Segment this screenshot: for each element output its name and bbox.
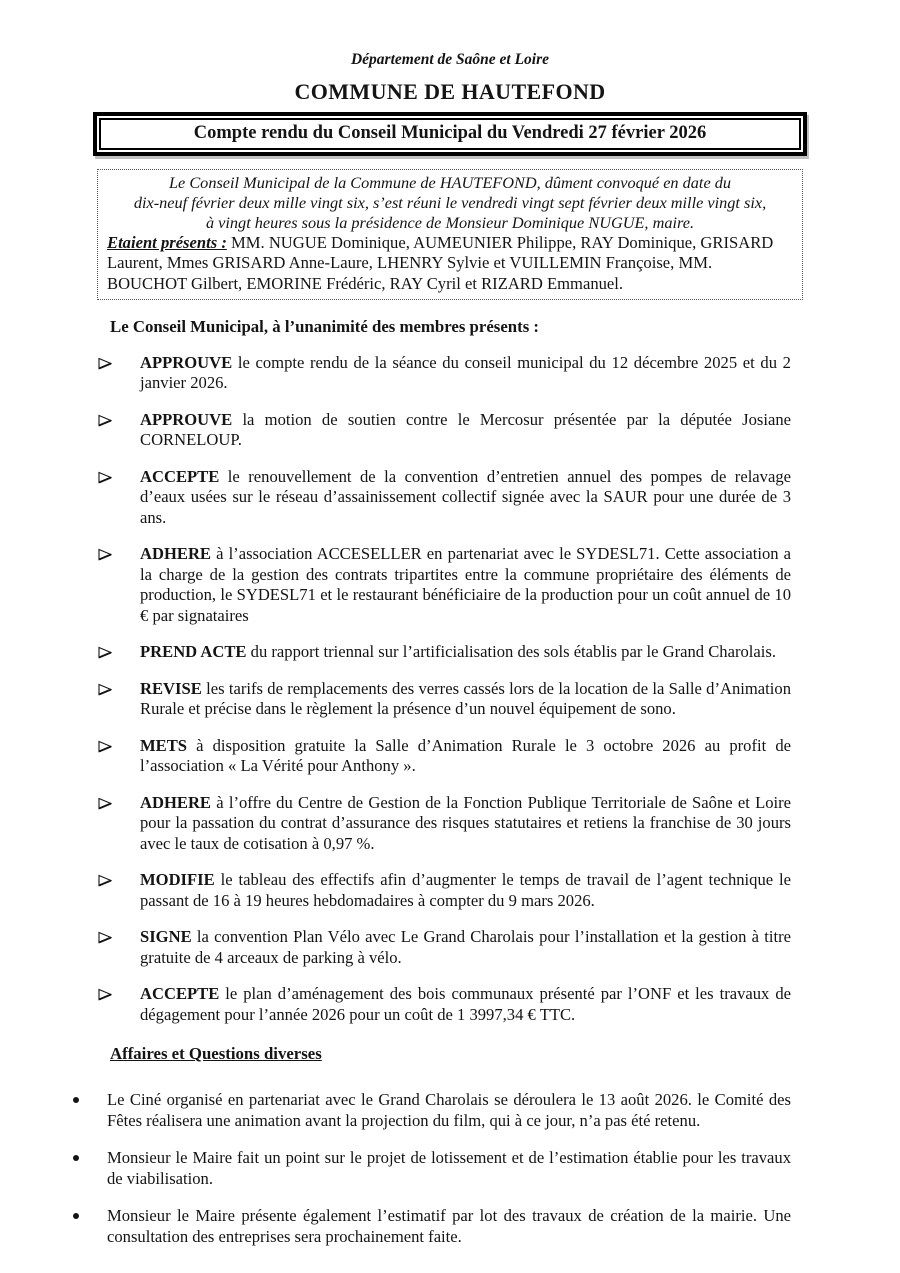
decision-verb: APPROUVE [140, 409, 233, 429]
convocation-line: dix-neuf février deux mille vingt six, s’est réuni le vendredi vingt sept février deux mille vingt six, [133, 192, 767, 212]
decision-item [0, 793, 900, 855]
decision-item [0, 984, 900, 1025]
decision-text [140, 870, 791, 911]
decision-verb: ADHERE [140, 544, 211, 564]
decision-body: du rapport triennal sur l’artificialisation des sols établis par le Grand Charolais. [250, 642, 776, 662]
convocation-line: Le Conseil Municipal de la Commune de HAUTEFOND, dûment convoqué en date du [168, 172, 732, 192]
commune-title: COMMUNE DE HAUTEFOND [294, 78, 606, 104]
decision-body: à disposition gratuite la Salle d’Animation Rurale le 3 octobre 2026 au profit de l’association « La Vérité pour Anthony ». [140, 735, 791, 776]
convocation-line: à vingt heures sous la présidence de Monsieur Dominique NUGUE, maire. [205, 212, 695, 232]
decision-verb: METS [140, 735, 188, 755]
decision-text [140, 353, 791, 394]
decision-verb: SIGNE [140, 927, 192, 947]
decision-body: le plan d’aménagement des bois communaux présenté par l’ONF et les travaux de dégagement pour l’année 2026 pour un coût de 1 3997,34 € TTC. [140, 984, 791, 1024]
decision-body: à l’association ACCESELLER en partenariat avec le SYDESL71. Cette association a la charge de la gestion des contrats tripartites entre la commune propriétaire des éléments de production, le SYDESL71 et le restaurant bénéficiaire de la production pour un coût annuel de 10 € par signataires [140, 544, 792, 625]
intro-heading: Le Conseil Municipal, à l’unanimité des membres présents : [110, 316, 540, 336]
divers-heading: Affaires et Questions diverses [110, 1044, 322, 1064]
arrowhead-bullet-icon [98, 414, 112, 427]
decision-text [140, 793, 791, 855]
divers-item [0, 1206, 900, 1247]
decision-body: la motion de soutien contre le Mercosur présentée par la députée Josiane CORNELOUP. [140, 409, 791, 450]
arrowhead-bullet-icon [98, 874, 112, 887]
arrowhead-bullet-icon [98, 797, 112, 810]
convocation-box [97, 169, 803, 300]
decision-item [0, 467, 900, 529]
presents-paragraph [107, 233, 793, 294]
decision-body: le renouvellement de la convention d’entretien annuel des pompes de relavage d’eaux usées sur le réseau d’assainissement collectif signée avec la SAUR pour une durée de 3 ans. [140, 466, 791, 527]
decision-verb: MODIFIE [140, 870, 215, 890]
divers-list [0, 1090, 900, 1247]
bullet-dot-icon [73, 1155, 79, 1161]
decision-body: à l’offre du Centre de Gestion de la Fonction Publique Territoriale de Saône et Loire pour la passation du contrat d’assurance des risques statutaires et retiens la franchise de 30 jours avec le taux de cotisation à 0,97 %. [140, 792, 791, 853]
decision-body: les tarifs de remplacements des verres cassés lors de la location de la Salle d’Animation Rurale et précise dans le règlement la présence d’un nouvel équipement de sono. [140, 678, 791, 719]
decision-item [0, 927, 900, 968]
decision-text [140, 679, 791, 720]
decision-verb: ACCEPTE [140, 984, 220, 1004]
decision-body: le compte rendu de la séance du conseil municipal du 12 décembre 2025 et du 2 janvier 2026. [140, 352, 791, 393]
decision-verb: REVISE [140, 678, 202, 698]
decision-body: la convention Plan Vélo avec Le Grand Charolais pour l’installation et la gestion à titre gratuite de 4 arceaux de parking à vélo. [140, 927, 791, 967]
decision-text [140, 736, 791, 777]
presents-label: Etaient présents : [107, 232, 227, 252]
bullet-dot-icon [73, 1097, 79, 1103]
decision-verb: ACCEPTE [140, 466, 220, 486]
decision-verb: APPROUVE [140, 352, 233, 372]
arrowhead-bullet-icon [98, 740, 112, 753]
decision-text [140, 927, 791, 968]
decision-item [0, 410, 900, 451]
decision-body: le tableau des effectifs afin d’augmenter le temps de travail de l’agent technique le passant de 16 à 19 heures hebdomadaires à compter du 9 mars 2026. [140, 870, 791, 910]
decision-item [0, 679, 900, 720]
divers-text: Monsieur le Maire présente également l’estimatif par lot des travaux de création de la mairie. Une consultation des entreprises sera prochainement faite. [107, 1206, 791, 1246]
decision-text [140, 467, 791, 529]
decision-text [140, 544, 791, 626]
decision-text [140, 642, 791, 663]
department-line: Département de Saône et Loire [350, 51, 550, 68]
decision-text [140, 984, 791, 1025]
decision-text [140, 410, 791, 451]
decision-item [0, 870, 900, 911]
arrowhead-bullet-icon [98, 646, 112, 659]
arrowhead-bullet-icon [98, 683, 112, 696]
arrowhead-bullet-icon [98, 931, 112, 944]
arrowhead-bullet-icon [98, 548, 112, 561]
decision-verb: ADHERE [140, 792, 211, 812]
divers-item [0, 1148, 900, 1189]
meeting-title-frame [93, 112, 807, 156]
divers-text: Monsieur le Maire fait un point sur le projet de lotissement et de l’estimation établie pour les travaux de viabilisation. [107, 1148, 791, 1188]
decision-item [0, 353, 900, 394]
presents-names: MM. NUGUE Dominique, AUMEUNIER Philippe, RAY Dominique, GRISARD Laurent, Mmes GRISARD Anne-Laure, LHENRY Sylvie et VUILLEMIN Françoise, MM. BOUCHOT Gilbert, EMORINE Frédéric, RAY Cyril et RIZARD Emmanuel. [107, 232, 774, 293]
convocation-intro [107, 173, 793, 233]
decision-verb: PREND ACTE [140, 642, 247, 662]
decision-item [0, 736, 900, 777]
divers-item [0, 1090, 900, 1131]
arrowhead-bullet-icon [98, 988, 112, 1001]
decision-item [0, 544, 900, 626]
arrowhead-bullet-icon [98, 471, 112, 484]
divers-text: Le Ciné organisé en partenariat avec le Grand Charolais se déroulera le 13 août 2026. le Comité des Fêtes réalisera une animation avant la projection du film, qui à ce jour, n’a pas été retenu. [107, 1090, 791, 1130]
decisions-list [0, 353, 900, 1026]
arrowhead-bullet-icon [98, 357, 112, 370]
decision-item [0, 642, 900, 663]
bullet-dot-icon [73, 1213, 79, 1219]
meeting-title: Compte rendu du Conseil Municipal du Vendredi 27 février 2026 [99, 118, 801, 150]
